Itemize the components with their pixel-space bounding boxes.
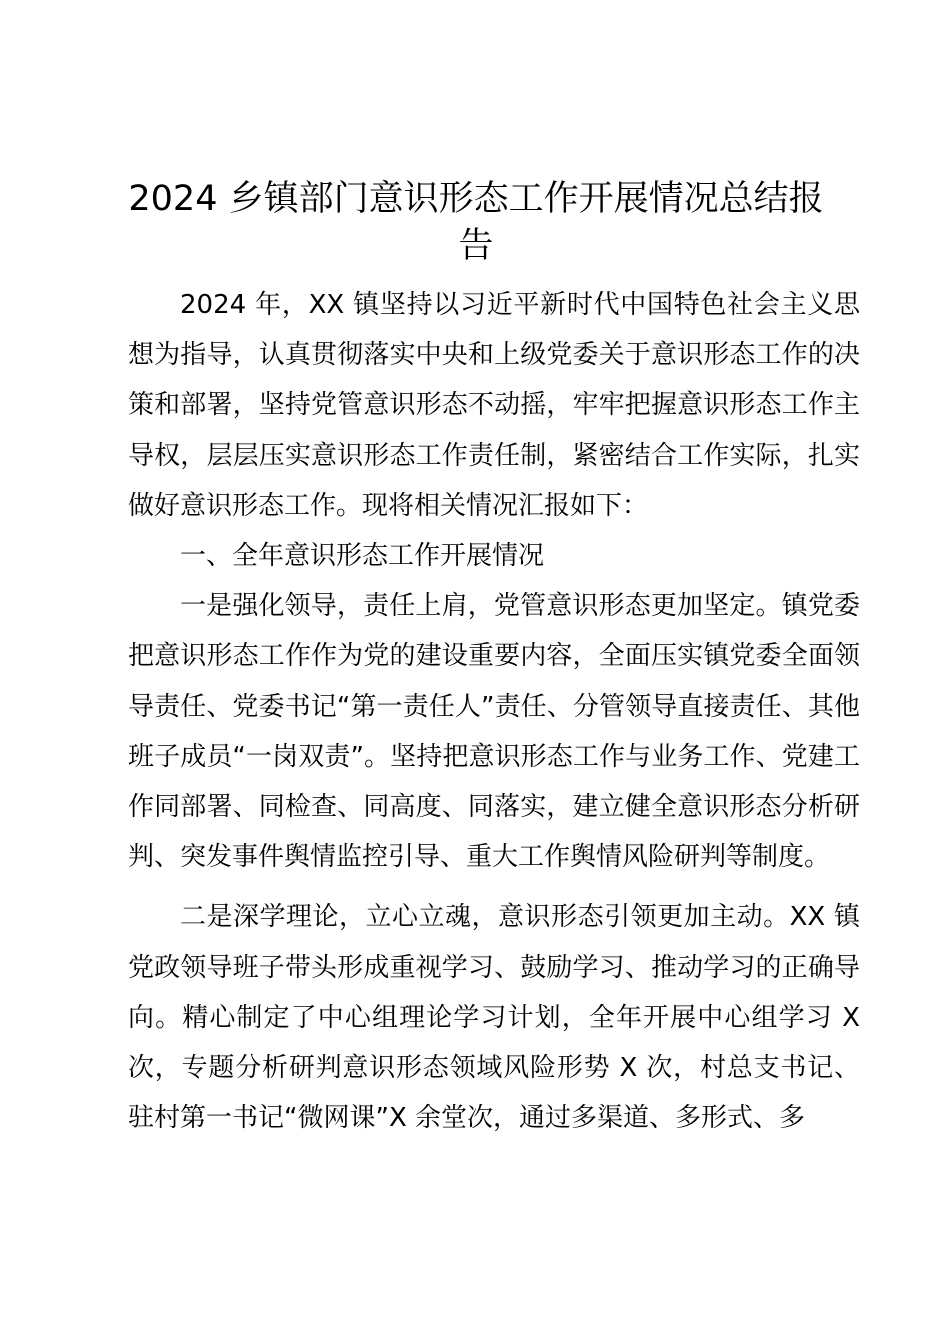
- paragraph-leadership: 一是强化领导，责任上肩，党管意识形态更加坚定。镇党委把意识形态工作作为党的建设重要内容，全面压实镇党委全面领导责任、党委书记“第一责任人”责任、分管领导直接责任、其他班子成员“一岗双责”。坚持把意识形态工作与业务工作、党建工作同部署、同检查、同高度、同落实，建立健全意识形态分析研判、突发事件舆情监控引导、重大工作舆情风险研判等制度。: [128, 591, 860, 873]
- paragraph-theory-study: 二是深学理论，立心立魂，意识形态引领更加主动。XX 镇党政领导班子带头形成重视学习、鼓励学习、推动学习的正确导向。精心制定了中心组理论学习计划，全年开展中心组学习 X 次，专题分析研判意识形态领域风险形势 X 次，村总支书记、驻村第一书记“微网课”X 余堂次，通过多渠道、多形式、多: [128, 902, 860, 1134]
- section-heading-1: 一、全年意识形态工作开展情况: [180, 541, 545, 572]
- document-body: [128, 280, 860, 1143]
- intro-paragraph: 2024 年，XX 镇坚持以习近平新时代中国特色社会主义思想为指导，认真贯彻落实中央和上级党委关于意识形态工作的决策和部署，坚持党管意识形态不动摇，牢牢把握意识形态工作主导权，层层压实意识形态工作责任制，紧密结合工作实际，扎实做好意识形态工作。现将相关情况汇报如下：: [128, 290, 860, 521]
- document-title: 2024 乡镇部门意识形态工作开展情况总结报告: [128, 179, 824, 266]
